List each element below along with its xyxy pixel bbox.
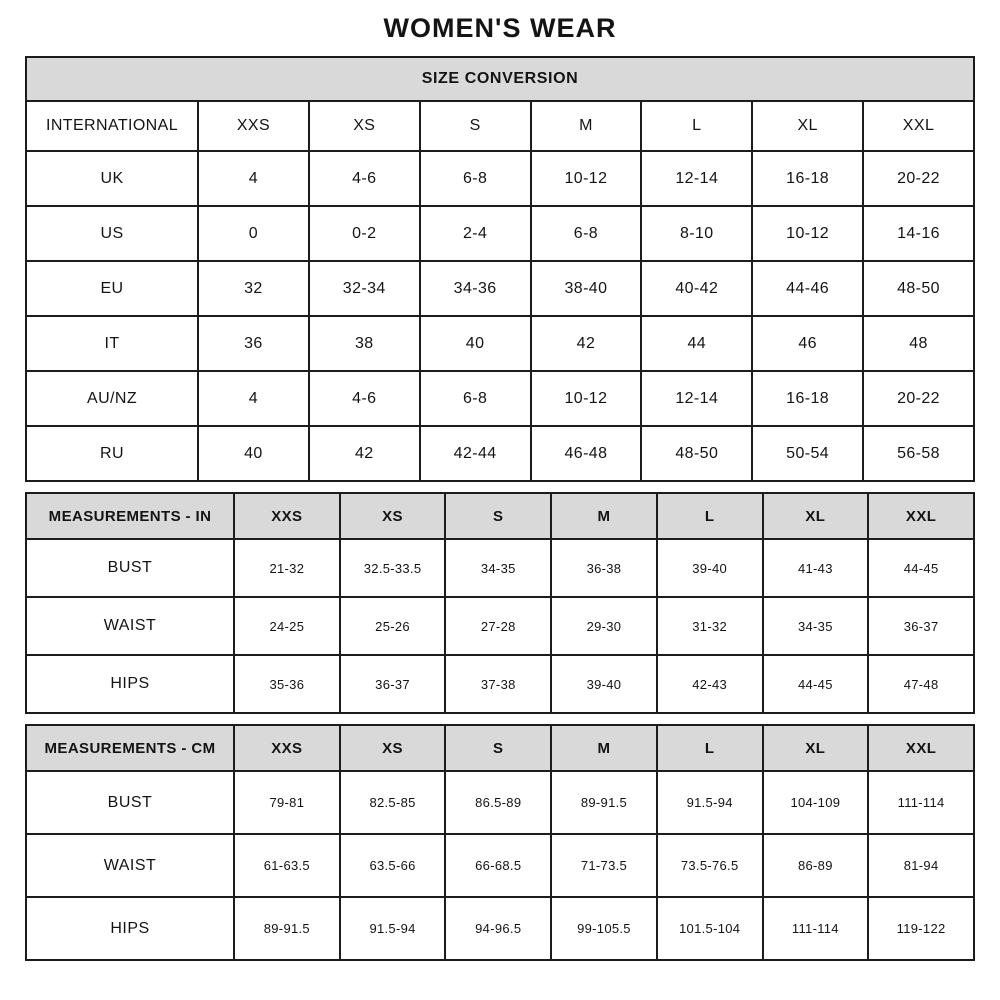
data-cell: 71-73.5 [551,834,657,897]
data-cell: 36 [198,316,309,371]
table-title-row [26,57,974,101]
data-cell: 6-8 [420,151,531,206]
row-label: EU [26,261,198,316]
data-cell: 99-105.5 [551,897,657,960]
data-cell: 91.5-94 [657,771,763,834]
data-cell: 66-68.5 [445,834,551,897]
data-cell: 29-30 [551,597,657,655]
data-cell: 14-16 [863,206,974,261]
data-cell: 42-44 [420,426,531,481]
column-header: MEASUREMENTS - IN [26,493,234,539]
data-cell: 12-14 [641,151,752,206]
data-cell: 111-114 [868,771,974,834]
row-label: BUST [26,539,234,597]
row-label: US [26,206,198,261]
data-cell: 4 [198,151,309,206]
row-label: WAIST [26,597,234,655]
data-cell: 6-8 [420,371,531,426]
column-header: L [641,101,752,151]
table-row [26,597,974,655]
data-cell: 36-37 [340,655,446,713]
column-header: XXS [234,493,340,539]
data-cell: 16-18 [752,371,863,426]
data-cell: 38 [309,316,420,371]
column-header: XXL [863,101,974,151]
data-cell: 81-94 [868,834,974,897]
data-cell: 40 [420,316,531,371]
data-cell: 46-48 [531,426,642,481]
row-label: WAIST [26,834,234,897]
column-header: S [420,101,531,151]
column-header: XS [340,493,446,539]
data-cell: 48-50 [641,426,752,481]
data-cell: 63.5-66 [340,834,446,897]
data-cell: 39-40 [657,539,763,597]
data-cell: 2-4 [420,206,531,261]
data-cell: 10-12 [752,206,863,261]
table-row [26,426,974,481]
data-cell: 32-34 [309,261,420,316]
data-cell: 4 [198,371,309,426]
table-row [26,371,974,426]
data-cell: 12-14 [641,371,752,426]
data-cell: 86-89 [763,834,869,897]
row-label: HIPS [26,897,234,960]
column-header: XXL [868,725,974,771]
data-cell: 40-42 [641,261,752,316]
column-header: XL [763,725,869,771]
data-cell: 50-54 [752,426,863,481]
column-header: XL [763,493,869,539]
table-header-row [26,101,974,151]
row-label: HIPS [26,655,234,713]
table-row [26,834,974,897]
table-row [26,261,974,316]
data-cell: 0 [198,206,309,261]
column-header: M [531,101,642,151]
column-header: L [657,493,763,539]
data-cell: 20-22 [863,371,974,426]
data-cell: 4-6 [309,371,420,426]
table-row [26,539,974,597]
column-header: S [445,725,551,771]
data-cell: 32 [198,261,309,316]
row-label: AU/NZ [26,371,198,426]
column-header: XXL [868,493,974,539]
table-row [26,897,974,960]
column-header: S [445,493,551,539]
data-cell: 38-40 [531,261,642,316]
data-cell: 34-36 [420,261,531,316]
measurements-in-table [25,492,975,714]
data-cell: 111-114 [763,897,869,960]
column-header: XXS [234,725,340,771]
data-cell: 25-26 [340,597,446,655]
data-cell: 10-12 [531,151,642,206]
column-header: XS [340,725,446,771]
data-cell: 31-32 [657,597,763,655]
column-header: XXS [198,101,309,151]
table-header-row [26,725,974,771]
data-cell: 73.5-76.5 [657,834,763,897]
data-cell: 119-122 [868,897,974,960]
data-cell: 32.5-33.5 [340,539,446,597]
data-cell: 91.5-94 [340,897,446,960]
row-label: IT [26,316,198,371]
column-header: XL [752,101,863,151]
data-cell: 40 [198,426,309,481]
column-header: MEASUREMENTS - CM [26,725,234,771]
row-label: RU [26,426,198,481]
data-cell: 56-58 [863,426,974,481]
page-title: WOMEN'S WEAR [383,13,617,43]
data-cell: 6-8 [531,206,642,261]
data-cell: 27-28 [445,597,551,655]
data-cell: 44-45 [868,539,974,597]
data-cell: 10-12 [531,371,642,426]
row-label: BUST [26,771,234,834]
data-cell: 61-63.5 [234,834,340,897]
data-cell: 34-35 [763,597,869,655]
data-cell: 44 [641,316,752,371]
data-cell: 86.5-89 [445,771,551,834]
data-cell: 8-10 [641,206,752,261]
column-header: M [551,725,657,771]
data-cell: 42 [309,426,420,481]
column-header: M [551,493,657,539]
data-cell: 94-96.5 [445,897,551,960]
column-header: INTERNATIONAL [26,101,198,151]
data-cell: 104-109 [763,771,869,834]
data-cell: 21-32 [234,539,340,597]
data-cell: 4-6 [309,151,420,206]
table-row [26,151,974,206]
column-header: L [657,725,763,771]
data-cell: 36-38 [551,539,657,597]
data-cell: 41-43 [763,539,869,597]
data-cell: 79-81 [234,771,340,834]
data-cell: 39-40 [551,655,657,713]
data-cell: 24-25 [234,597,340,655]
size-conversion-table [25,56,975,482]
table-row [26,655,974,713]
data-cell: 89-91.5 [234,897,340,960]
data-cell: 36-37 [868,597,974,655]
table-row [26,206,974,261]
data-cell: 47-48 [868,655,974,713]
table-row [26,316,974,371]
data-cell: 42 [531,316,642,371]
data-cell: 101.5-104 [657,897,763,960]
data-cell: 16-18 [752,151,863,206]
data-cell: 46 [752,316,863,371]
data-cell: 20-22 [863,151,974,206]
data-cell: 48-50 [863,261,974,316]
data-cell: 44-46 [752,261,863,316]
data-cell: 42-43 [657,655,763,713]
measurements-cm-table [25,724,975,961]
table-title: SIZE CONVERSION [26,57,974,101]
data-cell: 37-38 [445,655,551,713]
data-cell: 89-91.5 [551,771,657,834]
data-cell: 44-45 [763,655,869,713]
row-label: UK [26,151,198,206]
data-cell: 82.5-85 [340,771,446,834]
data-cell: 35-36 [234,655,340,713]
table-row [26,771,974,834]
data-cell: 0-2 [309,206,420,261]
data-cell: 48 [863,316,974,371]
column-header: XS [309,101,420,151]
data-cell: 34-35 [445,539,551,597]
table-header-row [26,493,974,539]
